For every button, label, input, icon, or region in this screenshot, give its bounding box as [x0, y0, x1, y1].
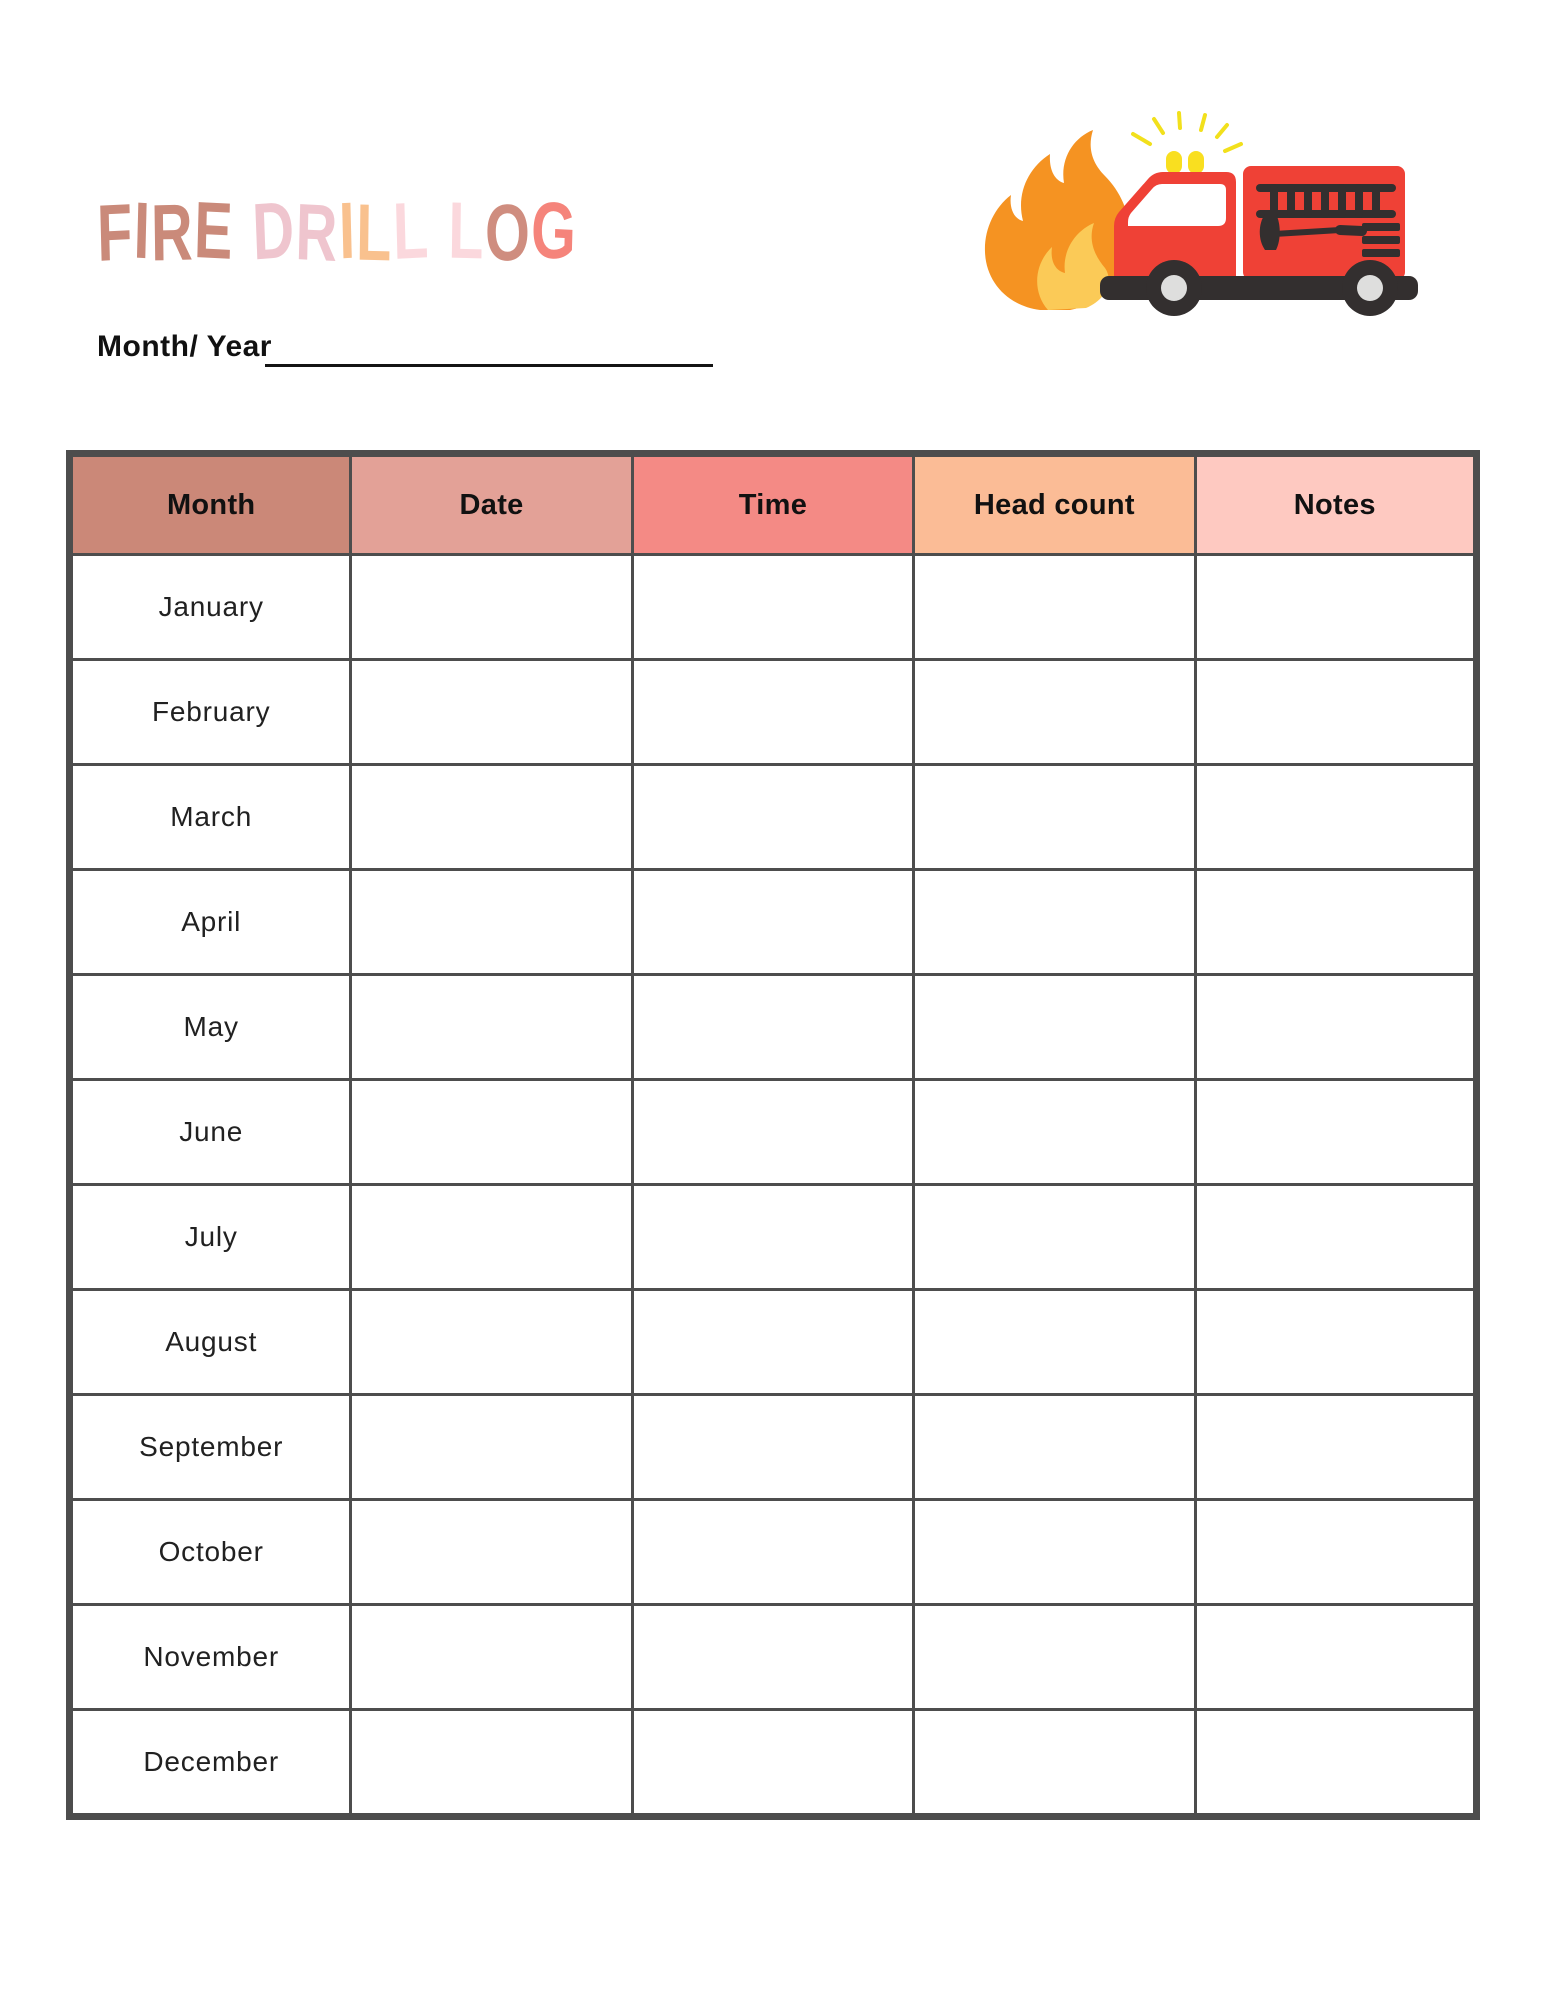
- time-entry-cell[interactable]: [632, 1710, 913, 1817]
- title-letter: L: [355, 187, 394, 278]
- month-label: October: [70, 1500, 351, 1605]
- table-row-may: [70, 975, 1477, 1080]
- time-entry-cell[interactable]: [632, 1185, 913, 1290]
- date-entry-cell[interactable]: [351, 975, 632, 1080]
- siren-light: [1166, 151, 1182, 174]
- table-row-december: [70, 1710, 1477, 1817]
- fire-truck-icon: [1100, 113, 1418, 316]
- table-row-july: [70, 1185, 1477, 1290]
- month-label: April: [70, 870, 351, 975]
- grille-bars: [1362, 223, 1400, 257]
- date-entry-cell[interactable]: [351, 1395, 632, 1500]
- head-count-entry-cell[interactable]: [914, 765, 1195, 870]
- table-row-march: [70, 765, 1477, 870]
- month-label: May: [70, 975, 351, 1080]
- month-label: December: [70, 1710, 351, 1817]
- fire-drill-table: [66, 450, 1480, 1820]
- notes-entry-cell[interactable]: [1195, 1500, 1476, 1605]
- time-entry-cell[interactable]: [632, 1500, 913, 1605]
- rear-wheel-hub: [1357, 275, 1383, 301]
- notes-entry-cell[interactable]: [1195, 555, 1476, 660]
- head-count-entry-cell[interactable]: [914, 870, 1195, 975]
- siren-light: [1188, 151, 1204, 174]
- title-letter: R: [150, 187, 195, 278]
- table-row-august: [70, 1290, 1477, 1395]
- table-header-row: [70, 454, 1477, 555]
- time-entry-cell[interactable]: [632, 1395, 913, 1500]
- title-letter: O: [483, 186, 533, 279]
- date-entry-cell[interactable]: [351, 1605, 632, 1710]
- month-label: November: [70, 1605, 351, 1710]
- siren-rays: [1133, 113, 1241, 151]
- notes-entry-cell[interactable]: [1195, 1710, 1476, 1817]
- notes-entry-cell[interactable]: [1195, 870, 1476, 975]
- table-row-september: [70, 1395, 1477, 1500]
- month-label: August: [70, 1290, 351, 1395]
- notes-entry-cell[interactable]: [1195, 1185, 1476, 1290]
- column-header-time: Time: [632, 454, 913, 555]
- table-row-june: [70, 1080, 1477, 1185]
- time-entry-cell[interactable]: [632, 1290, 913, 1395]
- date-entry-cell[interactable]: [351, 1080, 632, 1185]
- notes-entry-cell[interactable]: [1195, 1605, 1476, 1710]
- table-row-february: [70, 660, 1477, 765]
- notes-entry-cell[interactable]: [1195, 1395, 1476, 1500]
- notes-entry-cell[interactable]: [1195, 1290, 1476, 1395]
- head-count-entry-cell[interactable]: [914, 1395, 1195, 1500]
- log-table-container: [66, 450, 1480, 1820]
- title-letter: R: [294, 186, 340, 279]
- month-label: January: [70, 555, 351, 660]
- month-label: March: [70, 765, 351, 870]
- month-year-input[interactable]: [265, 326, 713, 367]
- notes-entry-cell[interactable]: [1195, 660, 1476, 765]
- title-letter: E: [193, 185, 236, 276]
- front-wheel-hub: [1161, 275, 1187, 301]
- title-letter: I: [132, 185, 153, 276]
- column-header-notes: Notes: [1195, 454, 1476, 555]
- time-entry-cell[interactable]: [632, 660, 913, 765]
- fire-safety-illustration: [978, 104, 1426, 318]
- date-entry-cell[interactable]: [351, 1500, 632, 1605]
- title-letter: L: [391, 185, 431, 276]
- table-row-november: [70, 1605, 1477, 1710]
- title-letter: D: [250, 184, 298, 277]
- table-row-january: [70, 555, 1477, 660]
- time-entry-cell[interactable]: [632, 975, 913, 1080]
- time-entry-cell[interactable]: [632, 1605, 913, 1710]
- column-header-date: Date: [351, 454, 632, 555]
- date-entry-cell[interactable]: [351, 1710, 632, 1817]
- date-entry-cell[interactable]: [351, 1290, 632, 1395]
- date-entry-cell[interactable]: [351, 765, 632, 870]
- title-letter: I: [337, 185, 358, 276]
- notes-entry-cell[interactable]: [1195, 975, 1476, 1080]
- table-row-october: [70, 1500, 1477, 1605]
- table-body: [70, 555, 1477, 1817]
- column-header-head-count: Head count: [914, 454, 1195, 555]
- title-letter: L: [447, 185, 486, 276]
- head-count-entry-cell[interactable]: [914, 1290, 1195, 1395]
- time-entry-cell[interactable]: [632, 870, 913, 975]
- date-entry-cell[interactable]: [351, 660, 632, 765]
- date-entry-cell[interactable]: [351, 1185, 632, 1290]
- head-count-entry-cell[interactable]: [914, 1185, 1195, 1290]
- head-count-entry-cell[interactable]: [914, 1080, 1195, 1185]
- column-header-month: Month: [70, 454, 351, 555]
- month-label: June: [70, 1080, 351, 1185]
- notes-entry-cell[interactable]: [1195, 765, 1476, 870]
- head-count-entry-cell[interactable]: [914, 1710, 1195, 1817]
- table-row-april: [70, 870, 1477, 975]
- head-count-entry-cell[interactable]: [914, 975, 1195, 1080]
- head-count-entry-cell[interactable]: [914, 555, 1195, 660]
- month-label: February: [70, 660, 351, 765]
- date-entry-cell[interactable]: [351, 870, 632, 975]
- page-title: [95, 184, 579, 279]
- month-label: September: [70, 1395, 351, 1500]
- title-letter: F: [95, 187, 135, 278]
- month-year-label: Month/ Year: [97, 330, 272, 363]
- title-letter: G: [530, 184, 579, 277]
- time-entry-cell[interactable]: [632, 1080, 913, 1185]
- head-count-entry-cell[interactable]: [914, 660, 1195, 765]
- head-count-entry-cell[interactable]: [914, 1605, 1195, 1710]
- notes-entry-cell[interactable]: [1195, 1080, 1476, 1185]
- time-entry-cell[interactable]: [632, 555, 913, 660]
- time-entry-cell[interactable]: [632, 765, 913, 870]
- month-label: July: [70, 1185, 351, 1290]
- head-count-entry-cell[interactable]: [914, 1500, 1195, 1605]
- date-entry-cell[interactable]: [351, 555, 632, 660]
